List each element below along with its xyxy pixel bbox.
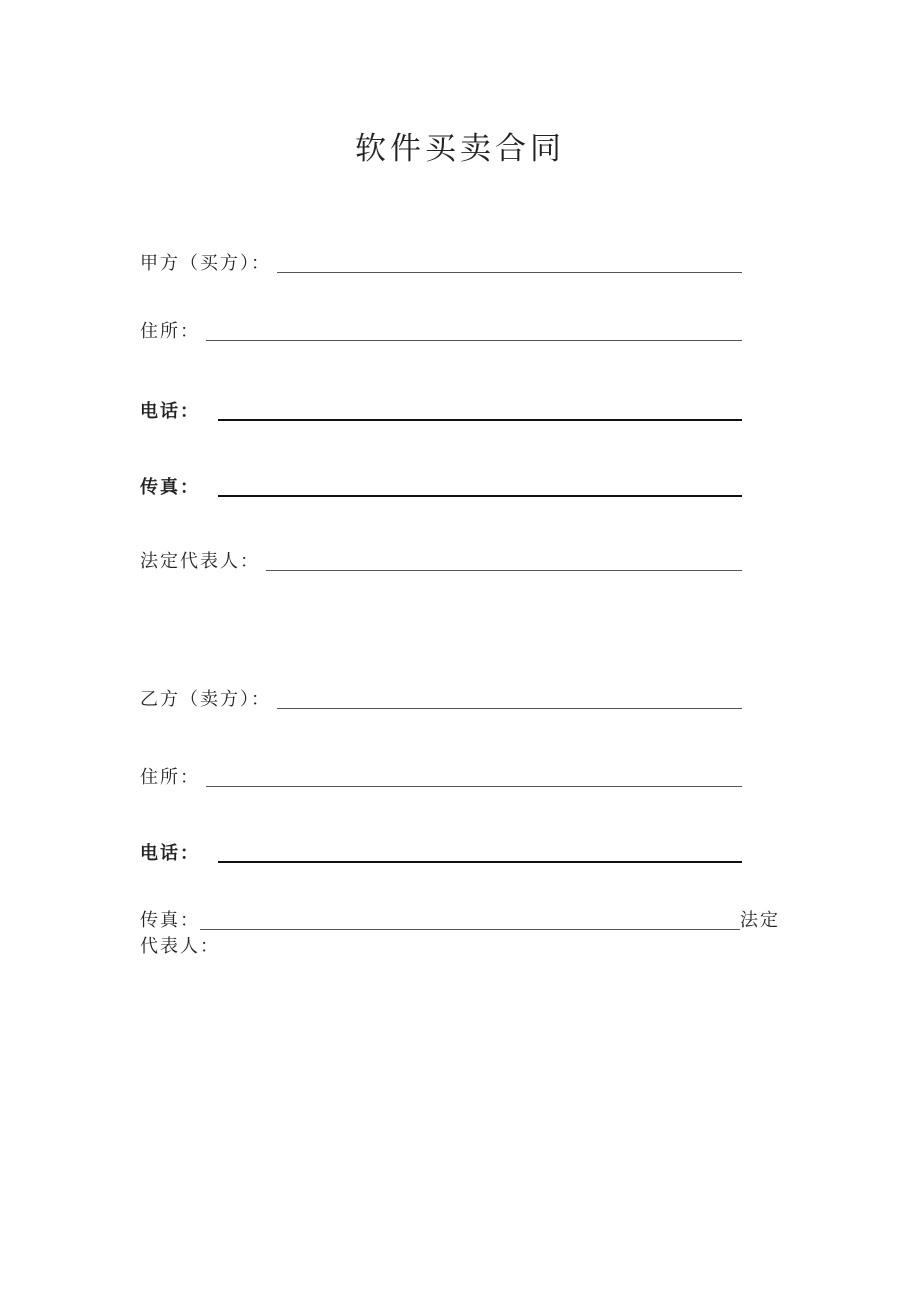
party-a-address-field[interactable] [140, 312, 742, 344]
party-a-phone-blank[interactable] [218, 419, 742, 421]
party-b-name-blank[interactable] [277, 708, 742, 709]
party-a-rep-label: 法定代表人： [140, 551, 260, 572]
party-b-rep-label-part1: 法定 [740, 910, 780, 931]
party-a-rep-blank[interactable] [266, 570, 742, 571]
party-b-fax-blank[interactable] [200, 929, 740, 930]
party-b-phone-field[interactable] [140, 834, 742, 866]
party-b-fax-rep-block [140, 908, 790, 960]
party-a-phone-label: 电话： [140, 401, 200, 422]
party-b-rep-label-part2: 代表人： [140, 936, 220, 957]
party-a-phone-field[interactable] [140, 392, 742, 424]
party-b-address-field[interactable] [140, 758, 742, 790]
party-a-rep-field[interactable] [140, 542, 742, 574]
party-a-fax-blank[interactable] [218, 495, 742, 497]
party-b-address-label: 住所： [140, 767, 200, 788]
party-b-phone-blank[interactable] [218, 861, 742, 863]
party-b-phone-label: 电话： [140, 843, 200, 864]
party-a-name-field[interactable] [140, 244, 742, 276]
party-b-fax-label: 传真： [140, 910, 200, 931]
party-b-name-field[interactable] [140, 680, 742, 712]
party-a-address-blank[interactable] [206, 340, 742, 341]
party-a-name-label: 甲方（买方）： [140, 253, 271, 274]
document-title: 软件买卖合同 [355, 131, 565, 167]
party-a-address-label: 住所： [140, 321, 200, 342]
party-b-name-label: 乙方（卖方）： [140, 689, 271, 710]
party-b-address-blank[interactable] [206, 786, 742, 787]
party-a-fax-field[interactable] [140, 468, 742, 500]
party-a-fax-label: 传真： [140, 477, 200, 498]
party-a-name-blank[interactable] [277, 272, 742, 273]
